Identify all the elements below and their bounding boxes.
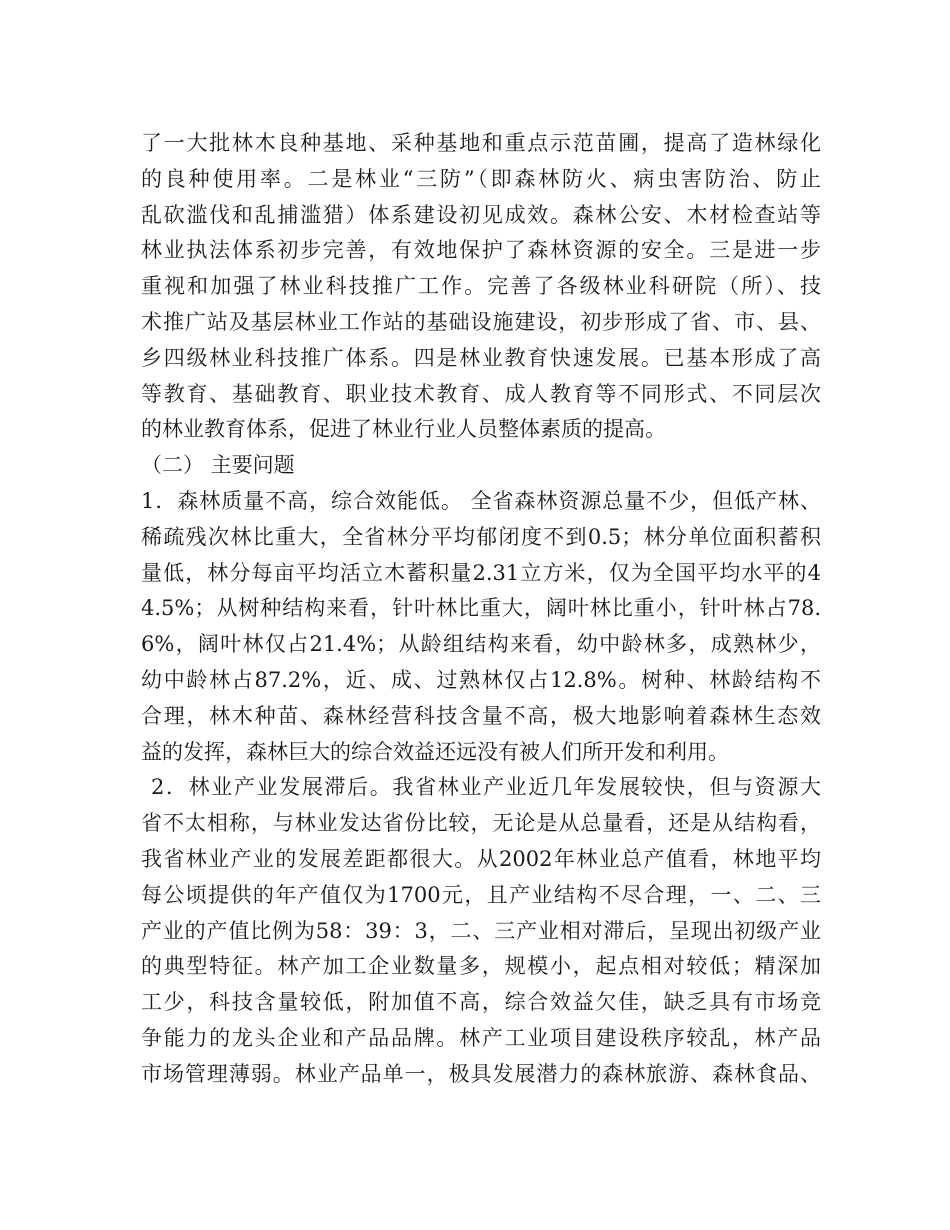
text-line: 了一大批林木良种基地、采种基地和重点示范苗圃，提高了造林绿化 — [141, 131, 821, 155]
text-line: 的典型特征。林产加工企业数量多，规模小，起点相对较低；精深加 — [141, 954, 821, 979]
text-line: 每公顷提供的年产值仅为1700元，且产业结构不尽合理，一、二、三 — [141, 882, 821, 907]
text-line: 4.5%；从树种结构来看，针叶林比重大，阔叶林比重小，针叶林占78. — [141, 596, 821, 621]
text-line: 我省林业产业的发展差距都很大。从2002年林业总产值看，林地平均 — [141, 846, 821, 871]
text-line: 乡四级林业科技推广体系。四是林业教育快速发展。已基本形成了高 — [141, 345, 821, 370]
section-heading: （二） 主要问题 — [141, 453, 295, 478]
text-line: 稀疏残次林比重大，全省林分平均郁闭度不到0.5；林分单位面积蓄积 — [141, 524, 821, 549]
text-line: 6%，阔叶林仅占21.4%；从龄组结构来看，幼中龄林多，成熟林少， — [141, 632, 821, 657]
text-line: 的林业教育体系，促进了林业行业人员整体素质的提高。 — [141, 417, 666, 442]
text-line: 2．林业产业发展滞后。我省林业产业近几年发展较快，但与资源大 — [151, 775, 821, 800]
text-line: 重视和加强了林业科技推广工作。完善了各级林业科研院（所）、技 — [141, 274, 821, 299]
text-line: 量低，林分每亩平均活立木蓄积量2.31立方米，仅为全国平均水平的4 — [141, 560, 821, 585]
text-line: 产业的产值比例为58：39：3，二、三产业相对滞后，呈现出初级产业 — [141, 918, 821, 943]
text-line: 1．森林质量不高，综合效能低。 全省森林资源总量不少，但低产林、 — [141, 488, 821, 513]
body-text — [141, 126, 821, 1093]
text-line: 林业执法体系初步完善，有效地保护了森林资源的安全。三是进一步 — [141, 238, 821, 263]
text-line: 术推广站及基层林业工作站的基础设施建设，初步形成了省、市、县、 — [141, 309, 821, 334]
text-line: 省不太相称，与林业发达省份比较，无论是从总量看，还是从结构看， — [141, 811, 821, 836]
text-line: 工少，科技含量较低，附加值不高，综合效益欠佳，缺乏具有市场竞 — [141, 990, 821, 1015]
text-line: 合理，林木种苗、森林经营科技含量不高，极大地影响着森林生态效 — [141, 703, 821, 728]
text-line: 市场管理薄弱。林业产品单一，极具发展潜力的森林旅游、森林食品、 — [141, 1061, 821, 1086]
text-line: 乱砍滥伐和乱捕滥猎）体系建设初见成效。森林公安、木材检查站等 — [141, 202, 821, 227]
text-line: 争能力的龙头企业和产品品牌。林产工业项目建设秩序较乱，林产品 — [141, 1025, 821, 1050]
text-line: 的良种使用率。二是林业“三防”（即森林防火、病虫害防治、防止 — [141, 166, 821, 191]
text-line: 幼中龄林占87.2%，近、成、过熟林仅占12.8%。树种、林龄结构不 — [141, 667, 821, 692]
text-line: 益的发挥，森林巨大的综合效益还远没有被人们所开发和利用。 — [141, 739, 729, 764]
text-line: 等教育、基础教育、职业技术教育、成人教育等不同形式、不同层次 — [141, 381, 821, 406]
